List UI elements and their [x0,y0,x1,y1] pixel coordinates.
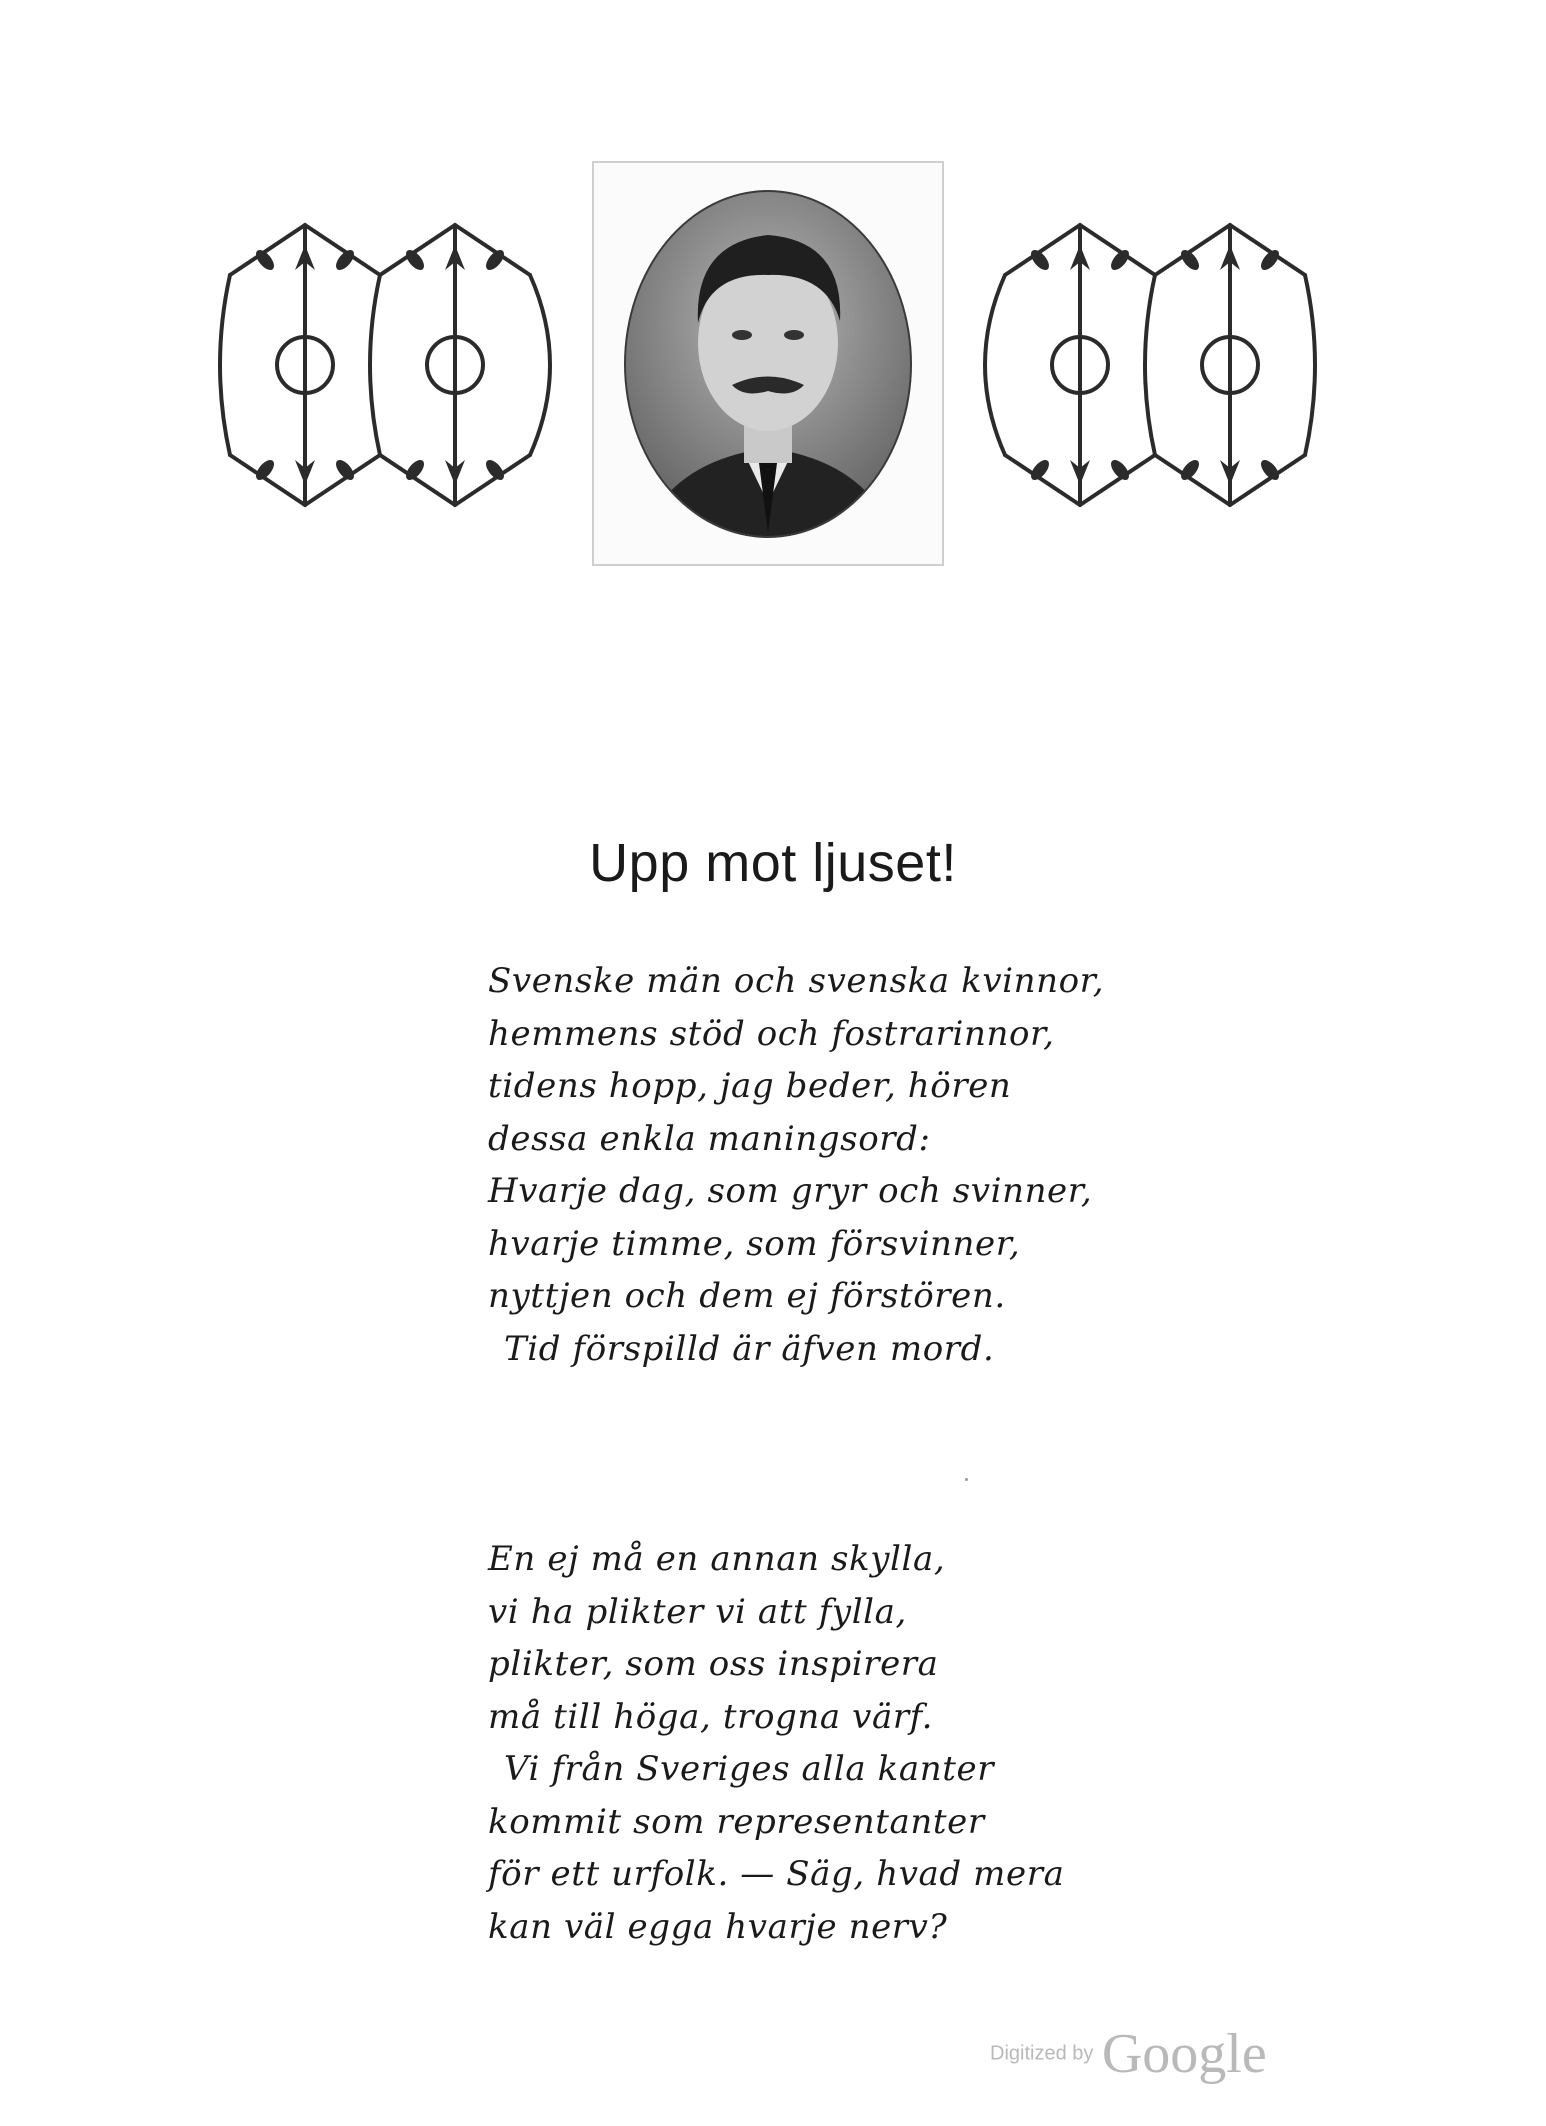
verse-line: hemmens stöd och fostrarinnor, [488,1013,1055,1054]
verse-line: må till höga, trogna värf. [488,1696,934,1737]
digitized-watermark [990,2022,1267,2086]
verse-line: plikter, som oss inspirera [488,1644,939,1684]
verse-line: En ej må en annan skylla, [488,1539,946,1579]
stanza-1 [488,955,1188,1375]
poem-title: Upp mot ljuset! [589,833,957,893]
portrait-photo [592,161,944,566]
stanza-2 [488,1533,1188,1953]
verse-line: Vi från Sveriges alla kanter [504,1749,995,1789]
right-ornament [950,205,1325,520]
watermark-brand: Google [1101,2023,1267,2085]
verse-line: vi ha plikter vi att fylla, [488,1591,907,1632]
verse-line: för ett urfolk. — Säg, hvad mera [488,1854,1065,1894]
verse-line: kan väl egga hvarje nerv? [488,1906,948,1947]
verse-line: tidens hopp, jag beder, hören [488,1066,1012,1106]
portrait-image [594,163,942,564]
verse-line: nyttjen och dem ej förstören. [488,1276,1006,1316]
verse-line: Tid förspilld är äfven mord. [504,1328,995,1369]
verse-line: kommit som representanter [488,1801,985,1842]
watermark-prefix: Digitized by [990,2042,1094,2065]
verse-line: Svenske män och svenska kvinnor, [488,961,1105,1001]
verse-line: dessa enkla maningsord: [488,1118,931,1159]
verse-line: Hvarje dag, som gryr och svinner, [488,1171,1093,1211]
print-speck [965,1478,968,1481]
verse-line: hvarje timme, som försvinner, [488,1223,1021,1264]
left-ornament [210,205,585,520]
